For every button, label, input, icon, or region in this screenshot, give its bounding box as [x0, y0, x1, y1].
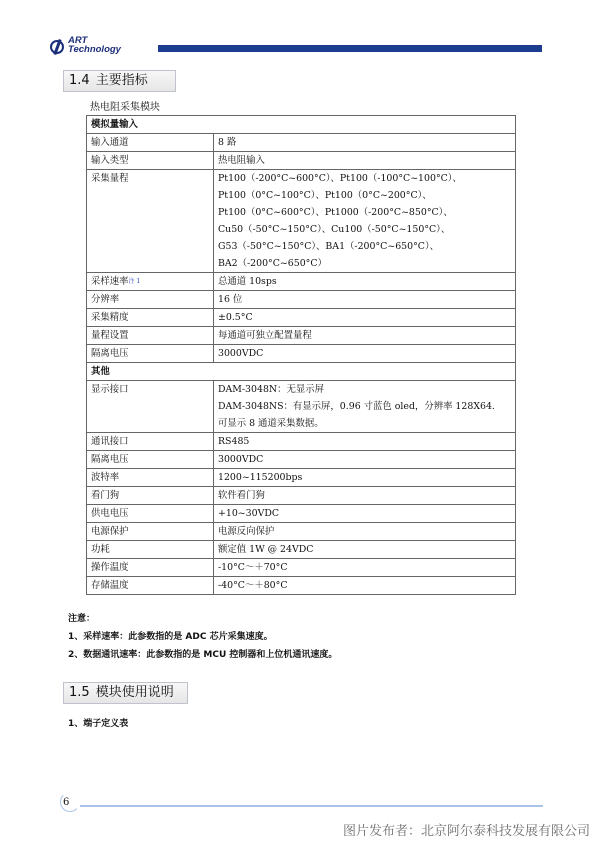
table-row	[87, 451, 516, 469]
table-row	[87, 152, 516, 170]
logo-line1: ART	[68, 35, 88, 46]
param-value-line: 8 路	[218, 137, 237, 148]
page-header	[48, 36, 542, 58]
table-group-row	[87, 116, 516, 134]
param-name: 看门狗	[91, 490, 120, 501]
param-value-cell	[214, 134, 516, 152]
param-name: 波特率	[91, 472, 120, 483]
footnote-ref: 注 1	[128, 278, 141, 285]
table-row	[87, 327, 516, 345]
table-row	[87, 469, 516, 487]
section-title: 主要指标	[95, 73, 148, 88]
table-row	[87, 523, 516, 541]
section-heading-1-5	[63, 682, 188, 704]
param-name: 通讯接口	[91, 436, 129, 447]
table-row	[87, 541, 516, 559]
footer-line	[80, 805, 543, 807]
param-name: 采样速率	[91, 276, 129, 287]
param-name-cell	[87, 577, 214, 595]
param-value-line: Cu50（-50°C~150°C）、Cu100（-50°C~150°C）、	[218, 224, 451, 235]
param-name-cell	[87, 273, 214, 291]
section-number: 1.5	[69, 685, 90, 700]
param-value-line: RS485	[218, 436, 250, 447]
param-value-line: 热电阻输入	[218, 155, 265, 166]
param-value-line: -10°C～＋70°C	[218, 562, 288, 573]
param-name: 存储温度	[91, 580, 129, 591]
table-row	[87, 487, 516, 505]
param-name-cell	[87, 541, 214, 559]
param-name-cell	[87, 451, 214, 469]
param-value-cell	[214, 541, 516, 559]
param-name: 分辨率	[91, 294, 120, 305]
art-logo-icon	[50, 40, 64, 54]
param-value-cell	[214, 433, 516, 451]
param-name-cell	[87, 327, 214, 345]
param-value-line: 3000VDC	[218, 454, 264, 465]
param-name: 采集量程	[91, 173, 129, 184]
param-value-cell	[214, 469, 516, 487]
param-value-line: 3000VDC	[218, 348, 264, 359]
param-value-cell	[214, 505, 516, 523]
param-name: 隔离电压	[91, 348, 129, 359]
param-name-cell	[87, 487, 214, 505]
param-value-line: DAM-3048NS：有显示屏，0.96 寸蓝色 oled，分辨率 128X64.	[218, 401, 495, 412]
param-name-cell	[87, 170, 214, 273]
group-header: 模拟量输入	[87, 116, 516, 134]
subheading-terminal-table: 1、端子定义表	[68, 719, 129, 729]
param-value-line: 1200~115200bps	[218, 472, 303, 483]
param-value-cell	[214, 577, 516, 595]
param-name: 量程设置	[91, 330, 129, 341]
param-value-line: BA2（-200°C~650°C）	[218, 258, 327, 269]
param-value-line: ±0.5°C	[218, 312, 253, 323]
param-value-line: 额定值 1W @ 24VDC	[218, 544, 314, 555]
param-name-cell	[87, 291, 214, 309]
param-value-cell	[214, 487, 516, 505]
param-name: 输入通道	[91, 137, 129, 148]
param-value-line: -40°C～＋80°C	[218, 580, 288, 591]
param-name-cell	[87, 381, 214, 433]
table-row	[87, 505, 516, 523]
table-row	[87, 345, 516, 363]
param-name-cell	[87, 505, 214, 523]
section-heading-1-4	[63, 70, 176, 92]
param-name: 采集精度	[91, 312, 129, 323]
param-value-cell	[214, 523, 516, 541]
param-value-line: Pt100（0°C~100°C）、Pt100（0°C~200°C）、	[218, 190, 432, 201]
param-value-line: G53（-50°C~150°C）、BA1（-200°C~650°C）、	[218, 241, 440, 252]
param-value-line: DAM-3048N：无显示屏	[218, 384, 324, 395]
param-value-cell	[214, 170, 516, 273]
table-row	[87, 170, 516, 273]
note-2: 2、数据通讯速率：此参数指的是 MCU 控制器和上位机通讯速度。	[68, 650, 338, 660]
logo-line2: Technology	[68, 44, 121, 55]
param-value-cell	[214, 451, 516, 469]
param-value-line: Pt100（-200°C~600°C）、Pt100（-100°C~100°C）、	[218, 173, 462, 184]
param-value-line: Pt100（0°C~600°C）、Pt1000（-200°C~850°C）、	[218, 207, 453, 218]
param-value-cell	[214, 273, 516, 291]
param-value-cell	[214, 291, 516, 309]
param-value-cell	[214, 345, 516, 363]
param-value-cell	[214, 152, 516, 170]
table-caption: 热电阻采集模块	[90, 102, 160, 113]
param-name-cell	[87, 134, 214, 152]
param-value-cell	[214, 309, 516, 327]
table-row	[87, 433, 516, 451]
section-title: 模块使用说明	[95, 685, 174, 700]
param-name: 电源保护	[91, 526, 129, 537]
param-name-cell	[87, 345, 214, 363]
param-value-line: 电源反向保护	[218, 526, 275, 537]
param-name: 显示接口	[91, 384, 129, 395]
param-value-line: 总通道 10sps	[218, 276, 277, 287]
table-row	[87, 291, 516, 309]
table-row	[87, 309, 516, 327]
param-value-cell	[214, 559, 516, 577]
group-header: 其他	[87, 363, 516, 381]
table-row	[87, 273, 516, 291]
param-value-line: +10~30VDC	[218, 508, 280, 519]
param-name: 隔离电压	[91, 454, 129, 465]
table-row	[87, 381, 516, 433]
param-value-line: 软件看门狗	[218, 490, 265, 501]
table-row	[87, 577, 516, 595]
note-1: 1、采样速率：此参数指的是 ADC 芯片采集速度。	[68, 632, 273, 642]
param-value-line: 每通道可独立配置量程	[218, 330, 312, 341]
param-name: 输入类型	[91, 155, 129, 166]
param-name-cell	[87, 309, 214, 327]
param-value-line: 16 位	[218, 294, 243, 305]
page-number: 6	[63, 797, 70, 808]
watermark-publisher: 图片发布者：北京阿尔泰科技发展有限公司	[342, 824, 590, 839]
param-name-cell	[87, 469, 214, 487]
param-name-cell	[87, 433, 214, 451]
param-name: 操作温度	[91, 562, 129, 573]
table-row	[87, 559, 516, 577]
param-name-cell	[87, 559, 214, 577]
section-number: 1.4	[69, 73, 90, 88]
art-technology-logo	[48, 36, 154, 58]
table-row	[87, 134, 516, 152]
param-name-cell	[87, 152, 214, 170]
param-value-cell	[214, 327, 516, 345]
notes-title: 注意：	[68, 614, 96, 624]
param-name: 供电电压	[91, 508, 129, 519]
param-value-cell	[214, 381, 516, 433]
spec-table	[86, 115, 516, 595]
param-value-line: 可显示 8 通道采集数据。	[218, 418, 324, 429]
table-group-row	[87, 363, 516, 381]
param-name-cell	[87, 523, 214, 541]
param-name: 功耗	[91, 544, 110, 555]
header-bar	[158, 45, 542, 52]
